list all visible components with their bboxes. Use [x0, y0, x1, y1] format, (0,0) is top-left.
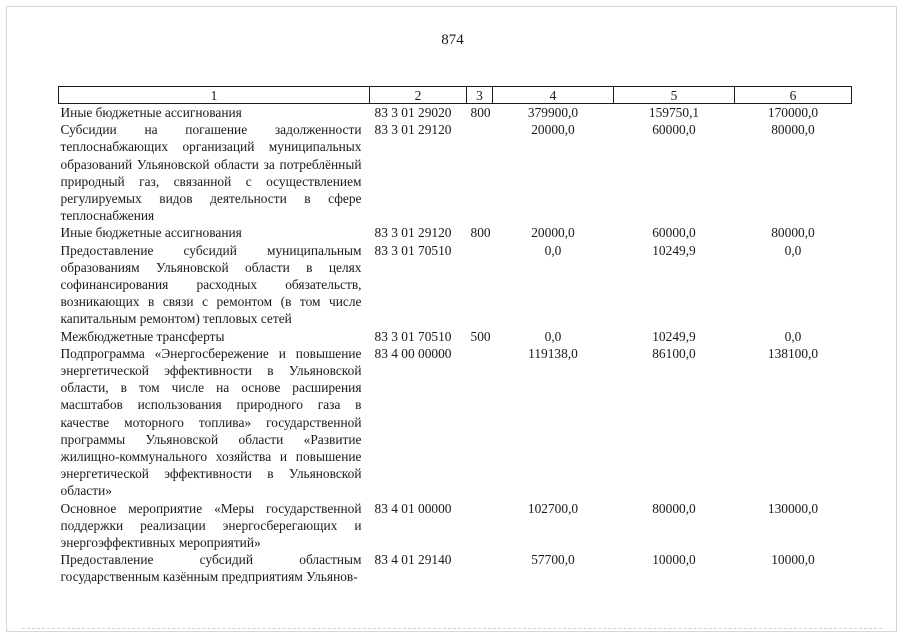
table-row: [59, 328, 852, 345]
table-header-row: [59, 87, 852, 104]
row-name: Предоставление субсидий областным государственным казённым предприятиям Ульянов-: [60, 552, 362, 585]
row-value-5: 80000,0: [652, 500, 696, 516]
row-name: Основное мероприятие «Меры государственной поддержки реализации энергосберегающих и энергоэффективных мероприятий»: [60, 500, 362, 551]
row-value-5: 10000,0: [652, 552, 696, 568]
page-number: 874: [441, 32, 464, 48]
row-name: Иные бюджетные ассигнования: [60, 225, 242, 241]
row-code: 83 3 01 70510: [374, 328, 452, 344]
row-value-6: 0,0: [784, 328, 802, 344]
row-value-6: 10000,0: [771, 552, 815, 568]
row-name: Предоставление субсидий муниципальным образованиям Ульяновской области в целях софинансирования расходных обязательств, возникающих в связи с ремонтом (в том числе капитальным ремонтом) тепловых сетей: [60, 242, 362, 327]
table-row: [59, 345, 852, 500]
column-header-4: 4: [493, 87, 614, 104]
row-value-6: 80000,0: [771, 225, 815, 241]
row-value-6: 138100,0: [767, 345, 819, 361]
row-value-4: 20000,0: [531, 122, 575, 138]
row-value-5: 10249,9: [652, 242, 696, 258]
row-name: Субсидии на погашение задолженности теплоснабжающих организаций муниципальных образований Ульяновской области за потреблённый природный газ, связанной с осуществлением регулируемых видов деятельности в сфере теплоснабжения: [60, 122, 362, 224]
row-name: Иные бюджетные ассигнования: [60, 105, 242, 120]
row-value-6: 130000,0: [767, 500, 819, 516]
row-value-6: 0,0: [784, 242, 802, 258]
table-row: [59, 242, 852, 328]
table-row: [59, 224, 852, 241]
row-expense-type: [467, 242, 493, 328]
row-expense-type: [467, 121, 493, 224]
row-expense-type: [467, 345, 493, 500]
row-expense-type: [467, 500, 493, 552]
row-value-5: 86100,0: [652, 345, 696, 361]
row-value-4: 119138,0: [528, 345, 578, 361]
row-value-4: 0,0: [544, 242, 562, 258]
column-header-3: 3: [467, 87, 493, 104]
row-expense-type: 500: [470, 328, 491, 344]
column-header-6: 6: [735, 87, 852, 104]
budget-table: [58, 86, 852, 586]
row-code: 83 3 01 29120: [374, 225, 452, 241]
table-row: [59, 121, 852, 224]
row-code: 83 4 01 00000: [374, 500, 452, 516]
row-code: 83 3 01 29020: [374, 105, 452, 120]
row-value-5: 60000,0: [652, 225, 696, 241]
table-row: [59, 500, 852, 552]
row-code: 83 4 00 00000: [374, 345, 452, 361]
row-value-4: 57700,0: [531, 552, 575, 568]
table-row: [59, 551, 852, 585]
row-value-5: 60000,0: [652, 122, 696, 138]
row-value-4: 102700,0: [527, 500, 579, 516]
row-name: Подпрограмма «Энергосбережение и повышение энергетической эффективности в Ульяновской области, в том числе на основе расширения масштабов использования природного газа в качестве моторного топлива» государственной программы Ульяновской области «Развитие жилищно-коммунального хозяйства и повышение энергетической эффективности в Ульяновской области»: [60, 345, 362, 499]
row-value-5: 10249,9: [652, 328, 696, 344]
row-value-4: 0,0: [544, 328, 562, 344]
row-expense-type: 800: [470, 225, 491, 241]
row-value-4: 20000,0: [531, 225, 575, 241]
row-value-6: 80000,0: [771, 122, 815, 138]
row-code: 83 3 01 70510: [374, 242, 452, 258]
row-value-5: 159750,1: [648, 105, 700, 120]
column-header-1: 1: [59, 87, 370, 104]
row-code: 83 4 01 29140: [374, 552, 452, 568]
table-row: [59, 104, 852, 122]
row-expense-type: 800: [470, 105, 491, 120]
row-value-6: 170000,0: [767, 105, 819, 120]
row-code: 83 3 01 29120: [374, 122, 452, 138]
row-name: Межбюджетные трансферты: [60, 328, 225, 344]
column-header-2: 2: [370, 87, 467, 104]
row-value-4: 379900,0: [527, 105, 579, 120]
page-bottom-edge: [22, 628, 882, 629]
column-header-5: 5: [614, 87, 735, 104]
row-expense-type: [467, 551, 493, 585]
